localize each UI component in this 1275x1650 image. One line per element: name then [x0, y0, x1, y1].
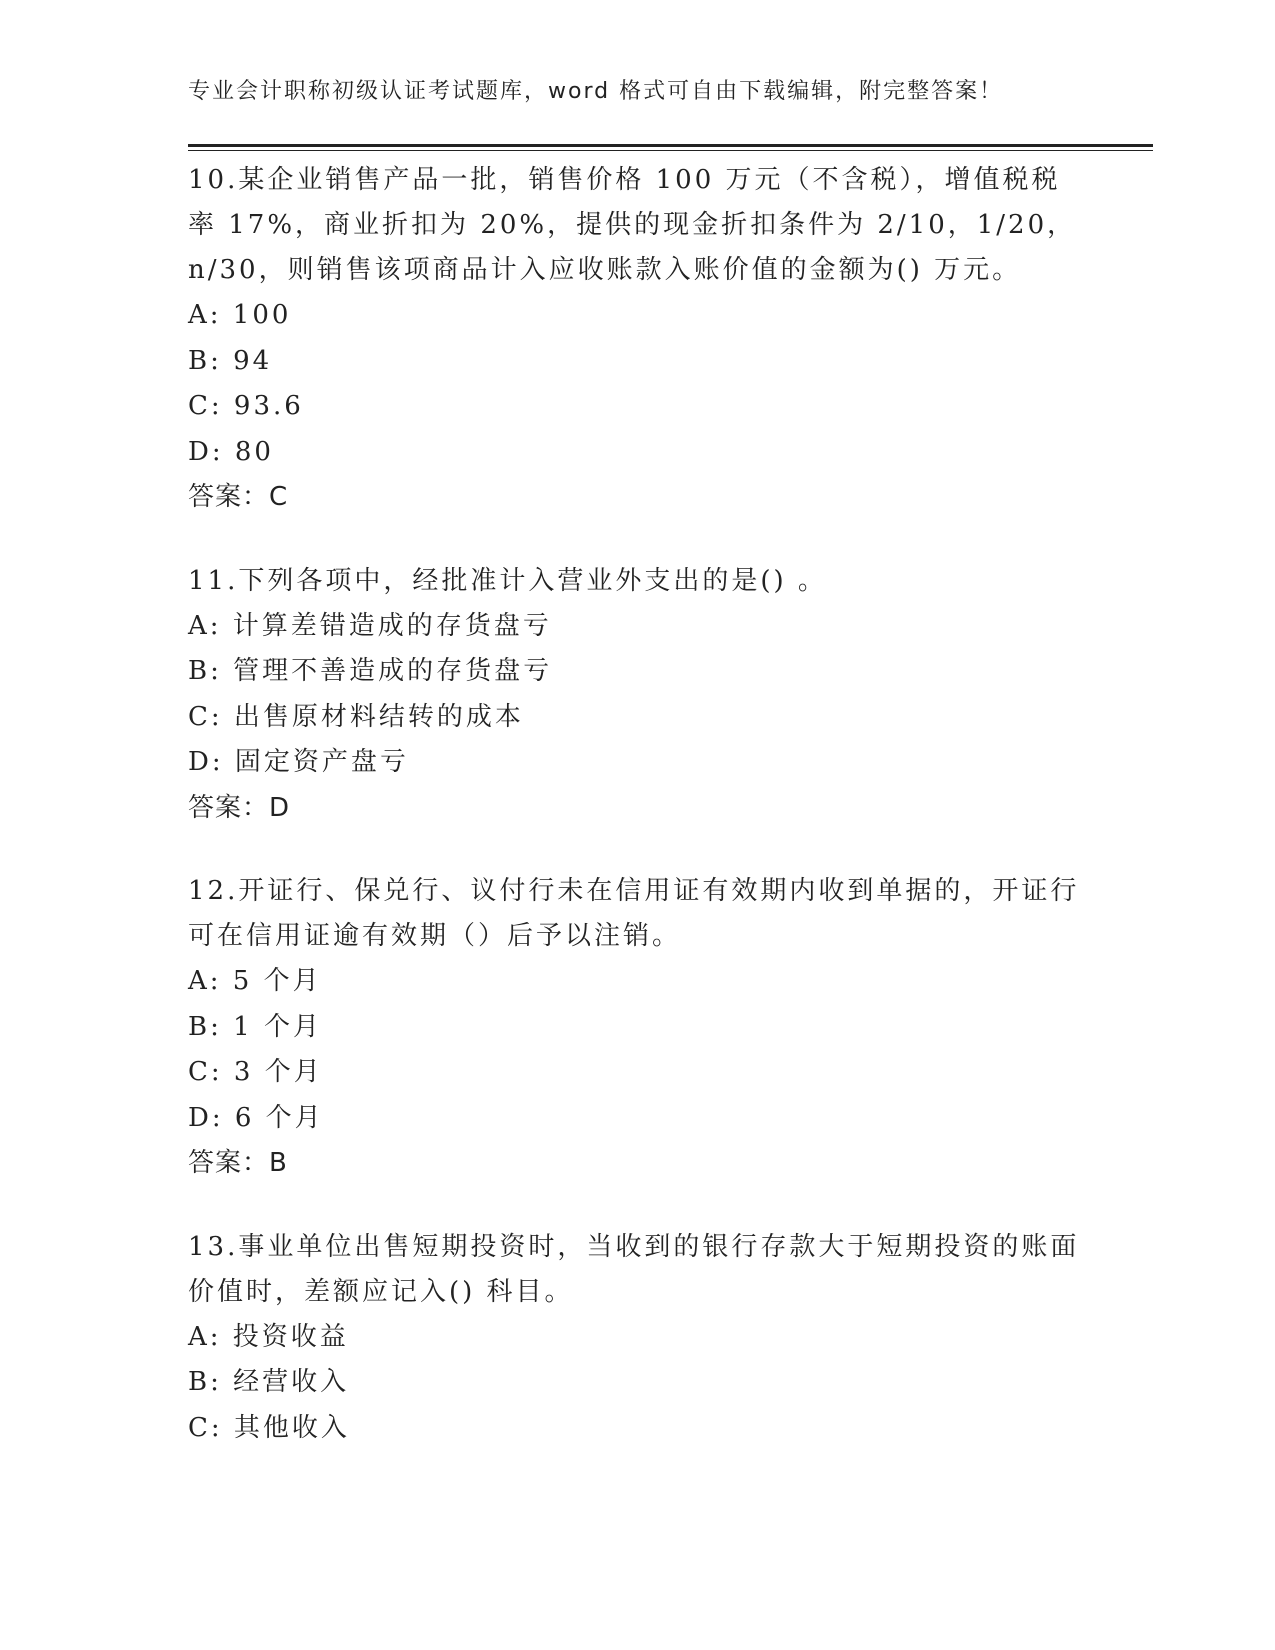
- option-c: C: 93.6: [188, 391, 304, 421]
- answer: 答案：B: [188, 1148, 288, 1178]
- option-d: D: 固定资产盘亏: [188, 747, 409, 777]
- option-a: A: 投资收益: [188, 1321, 349, 1352]
- option-b: B: 经营收入: [188, 1367, 350, 1397]
- question-11: [188, 559, 1088, 832]
- question-10: [188, 158, 1088, 521]
- answer: 答案：D: [188, 792, 291, 823]
- header-rule-thin: [188, 150, 1153, 151]
- answer: 答案：C: [188, 482, 289, 512]
- option-d: D: 80: [188, 436, 274, 467]
- option-b: B: 管理不善造成的存货盘亏: [188, 656, 553, 686]
- question-list: [188, 158, 1088, 1489]
- option-a: A: 计算差错造成的存货盘亏: [188, 610, 552, 641]
- header-rule-thick: [188, 144, 1153, 147]
- option-d: D: 6 个月: [188, 1102, 324, 1133]
- option-b: B: 94: [188, 345, 273, 376]
- page-header: 专业会计职称初级认证考试题库，word 格式可自由下载编辑，附完整答案！: [188, 79, 1004, 104]
- option-b: B: 1 个月: [188, 1011, 322, 1042]
- question-stem: 12.开证行、保兑行、议付行未在信用证有效期内收到单据的，开证行可在信用证逾有效期（）后予以注销。: [188, 876, 1080, 951]
- question-stem: 10.某企业销售产品一批，销售价格 100 万元（不含税），增值税税率 17%，商业折扣为 20%，提供的现金折扣条件为 2/10，1/20，n/30，则销售该项商品计入应收账款入账价值的金额为() 万元。: [188, 165, 1077, 285]
- option-c: C: 3 个月: [188, 1057, 323, 1087]
- option-a: A: 100: [188, 300, 292, 330]
- option-c: C: 出售原材料结转的成本: [188, 701, 524, 732]
- option-a: A: 5 个月: [188, 966, 322, 996]
- question-stem: 11.下列各项中，经批准计入营业外支出的是() 。: [188, 565, 827, 596]
- option-c: C: 其他收入: [188, 1412, 350, 1443]
- question-stem: 13.事业单位出售短期投资时，当收到的银行存款大于短期投资的账面价值时，差额应记入() 科目。: [188, 1231, 1080, 1307]
- question-12: [188, 869, 1088, 1187]
- question-13: [188, 1225, 1088, 1452]
